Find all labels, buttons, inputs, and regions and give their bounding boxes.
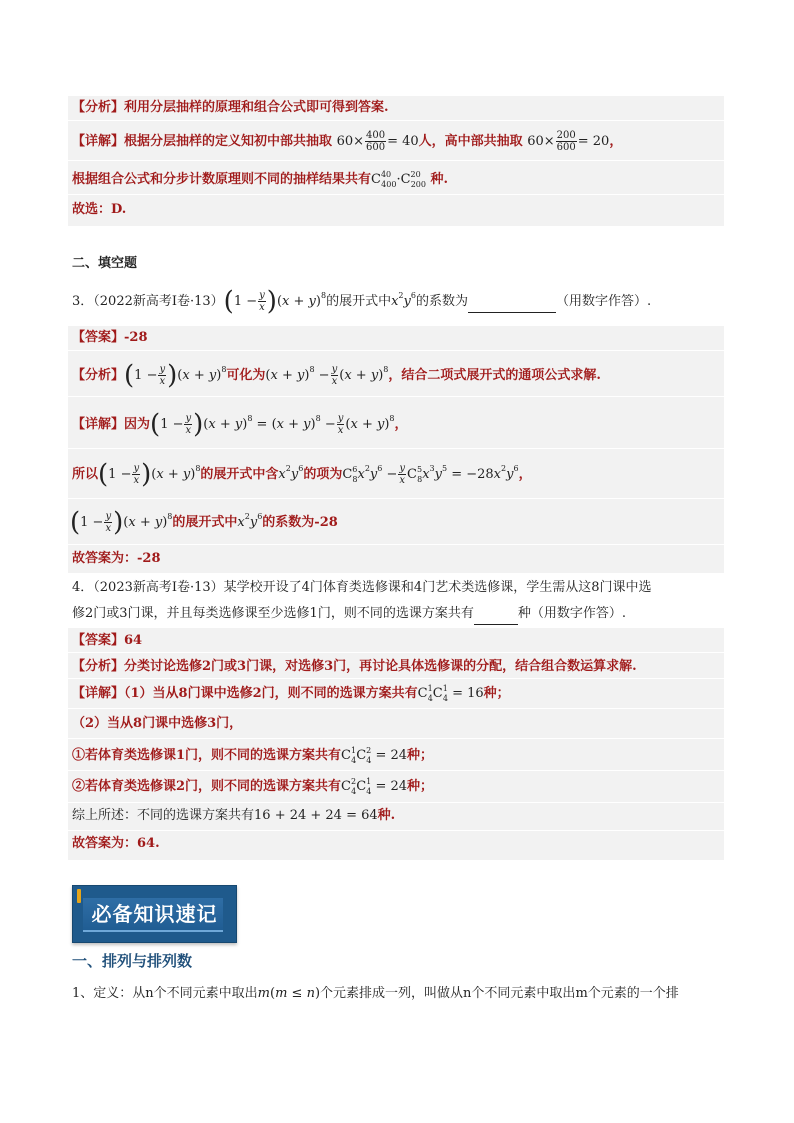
- detail-line-2: 根据组合公式和分步计数原理则不同的抽样结果共有$C^{40}_{400}\cdot C^{20}_{200}$ 种.: [72, 170, 449, 189]
- math-expr: (1 − $\frac{y}{x}$ )$(x + y)^8$: [223, 286, 327, 317]
- math-expr: 60× $\frac{200}{600}$ = 20: [527, 130, 610, 153]
- q4-detail-line-2: （2）当从8门课中选修3门，: [72, 716, 243, 731]
- answer-text: 故选：D.: [72, 202, 127, 217]
- q4-analysis-line: 【分析】分类讨论选修2门或3门课，对选修3门，再讨论具体选修课的分配，结合组合数运算求解.: [72, 659, 637, 674]
- row-separator: [68, 498, 724, 499]
- row-separator: [68, 738, 724, 739]
- row-separator: [68, 678, 724, 679]
- section-title: 二、填空题: [72, 256, 138, 271]
- q4-answer: 64: [124, 633, 143, 648]
- section-heading: 一、排列与排列数: [72, 952, 193, 970]
- detail-tag: 【详解】: [72, 134, 125, 149]
- q3-prefix: 3．（2022新高考Ⅰ卷·13）: [72, 294, 224, 309]
- row-separator: [68, 448, 724, 449]
- row-separator: [68, 544, 724, 545]
- q4-final: 故答案为：64.: [72, 836, 160, 851]
- row-separator: [68, 194, 724, 195]
- math-expr: $C^{40}_{400}\cdot C^{20}_{200}$: [371, 170, 426, 189]
- q4-stem-line-2: 修2门或3门课，并且每类选修课至少选修1门，则不同的选课方案共有 种（用数字作答）.: [72, 604, 724, 625]
- q3-stem: 3．（2022新高考Ⅰ卷·13）(1 − $\frac{y}{x}$ )$(x + y)^8$的展开式中$x^2y^6$的系数为 （用数字作答）.: [72, 286, 652, 317]
- q3-detail-line-1: 【详解】因为(1 − $\frac{y}{x}$ )$(x + y)^8 = (x + y)^8$ − $\frac{y}{x}$ $(x + y)^8$，: [72, 409, 408, 440]
- q3-detail-line-3: (1 − $\frac{y}{x}$ )$(x + y)^8$的展开式中$x^2y^6$的系数为-28: [70, 507, 338, 538]
- row-separator: [68, 396, 724, 397]
- math-expr: 60× $\frac{400}{600}$ = 40: [336, 130, 419, 153]
- row-separator: [68, 802, 724, 803]
- detail-text: 根据组合公式和分步计数原理则不同的抽样结果共有: [72, 172, 372, 187]
- q3-final: 故答案为：-28: [72, 551, 161, 566]
- row-separator: [68, 120, 724, 121]
- q4-stem-line-1: 4．（2023新高考Ⅰ卷·13）某学校开设了4门体育类选修课和4门艺术类选修课，学生需从这8门课中选: [72, 580, 652, 595]
- detail-text: 根据分层抽样的定义知初中部共抽取: [124, 134, 333, 149]
- answer-blank[interactable]: [468, 292, 556, 313]
- row-separator: [68, 160, 724, 161]
- q3-analysis-line: 【分析】(1 − $\frac{y}{x}$ )$(x + y)^8$可化为$(x + y)^8$ − $\frac{y}{x}$ $(x + y)^8$，结合二项式展开式的通项公式求解.: [72, 360, 601, 391]
- q4-detail-line-3: ①若体育类选修课1门，则不同的选课方案共有$C^1_4C^2_4 = 24$种；: [72, 746, 434, 765]
- answer-line: [72, 200, 724, 220]
- q4-detail-line-1: 【详解】（1）当从8门课中选修2门，则不同的选课方案共有$C^1_4C^1_4 = 16$种；: [72, 684, 510, 703]
- q4-detail-line-4: ②若体育类选修课2门，则不同的选课方案共有$C^2_4C^1_4 = 24$种；: [72, 777, 434, 796]
- q3-detail-line-2: 所以(1 − $\frac{y}{x}$ )$(x + y)^8$的展开式中含$x^2y^6$的项为$C^6_8x^2y^6$ − $\frac{y}{x}$ $C^5_8x^3y^5 = -28x^2y^6$，: [72, 459, 532, 490]
- row-separator: [68, 350, 724, 351]
- section-banner: [72, 885, 237, 943]
- analysis-line: [72, 98, 724, 118]
- answer-blank[interactable]: [474, 604, 518, 625]
- analysis-tag: 【分析】: [72, 100, 125, 115]
- q4-summary: 综上所述：不同的选课方案共有16 + 24 + 24 = 64种.: [72, 808, 396, 823]
- row-separator: [68, 652, 724, 653]
- row-separator: [68, 708, 724, 709]
- q3-answer: -28: [124, 330, 148, 345]
- q4-answer-line: 【答案】64: [72, 633, 143, 648]
- row-separator: [68, 830, 724, 831]
- definition-line: 1、定义：从n个不同元素中取出m(m ≤ n)个元素排成一列，叫做从n个不同元素中取出m个元素的一个排: [72, 986, 679, 1001]
- analysis-text: 利用分层抽样的原理和组合公式即可得到答案.: [124, 100, 389, 115]
- q3-answer-line: 【答案】-28: [72, 330, 148, 345]
- banner-label: 必备知识速记: [91, 902, 218, 926]
- detail-line-1: 【详解】根据分层抽样的定义知初中部共抽取 60× $\frac{400}{600}$ = 40人，高中部共抽取 60× $\frac{200}{600}$ = 20，: [72, 130, 623, 153]
- row-separator: [68, 770, 724, 771]
- detail-text: 人，高中部共抽取: [418, 134, 523, 149]
